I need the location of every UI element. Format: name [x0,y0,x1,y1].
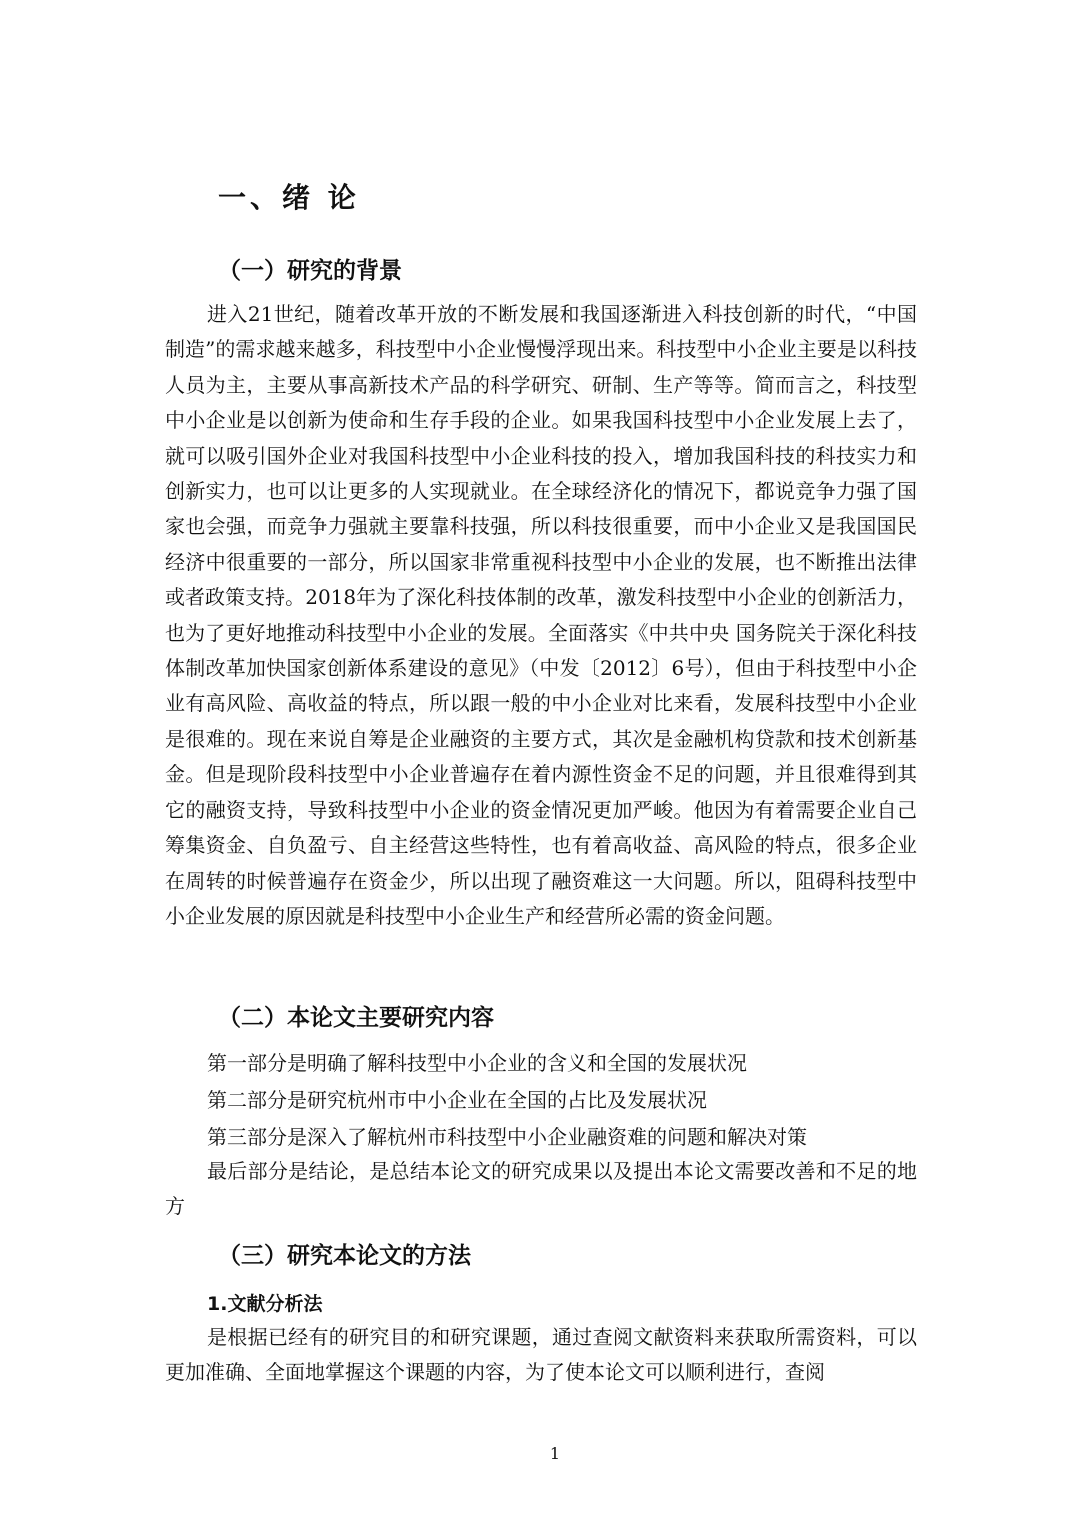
background-paragraph: 进入21世纪，随着改革开放的不断发展和我国逐渐进入科技创新的时代，“中国制造”的需求越来越多，科技型中小企业慢慢浮现出来。科技型中小企业主要是以科技人员为主，主要从事高新技术产品的科学研究、研制、生产等等。简而言之，科技型中小企业是以创新为使命和生存手段的企业。如果我国科技型中小企业发展上去了，就可以吸引国外企业对我国科技型中小企业科技的投入，增加我国科技的科技实力和创新实力，也可以让更多的人实现就业。在全球经济化的情况下，都说竞争力强了国家也会强，而竞争力强就主要靠科技强，所以科技很重要，而中小企业又是我国国民经济中很重要的一部分，所以国家非常重视科技型中小企业的发展，也不断推出法律或者政策支持。2018年为了深化科技体制的改革，激发科技型中小企业的创新活力，也为了更好地推动科技型中小企业的发展。全面落实《中共中央 国务院关于深化科技体制改革加快国家创新体系建设的意见》（中发〔2012〕6号），但由于科技型中小企业有高风险、高收益的特点，所以跟一般的中小企业对比来看，发展科技型中小企业是很难的。现在来说自筹是企业融资的主要方式，其次是金融机构贷款和技术创新基金。但是现阶段科技型中小企业普遍存在着内源性资金不足的问题，并且很难得到其它的融资支持，导致科技型中小企业的资金情况更加严峻。他因为有着需要企业自己筹集资金、自负盈亏、自主经营这些特性，也有着高收益、高风险的特点，很多企业在周转的时候普遍存在资金少，所以出现了融资难这一大问题。所以，阻碍科技型中小企业发展的原因就是科技型中小企业生产和经营所必需的资金问题。 [165,302,917,928]
chapter-title: 一、绪 论 [218,181,360,214]
section-heading-content: （二）本论文主要研究内容 [218,1005,494,1031]
content-item-2: 第二部分是研究杭州市中小企业在全国的占比及发展状况 [207,1088,707,1112]
content-item-4: 最后部分是结论，是总结本论文的研究成果以及提出本论文需要改善和不足的地方 [165,1159,917,1219]
methods-paragraph: 是根据已经有的研究目的和研究课题，通过查阅文献资料来获取所需资料，可以更加准确、全面地掌握这个课题的内容，为了使本论文可以顺利进行，查阅 [165,1325,917,1385]
content-item-1: 第一部分是明确了解科技型中小企业的含义和全国的发展状况 [207,1051,747,1075]
method-subheading: 1.文献分析法 [207,1293,323,1315]
section-heading-background: （一）研究的背景 [218,258,402,284]
section-heading-methods: （三）研究本论文的方法 [218,1243,471,1269]
content-item-3: 第三部分是深入了解杭州市科技型中小企业融资难的问题和解决对策 [207,1125,807,1149]
page-number: 1 [549,1444,561,1463]
